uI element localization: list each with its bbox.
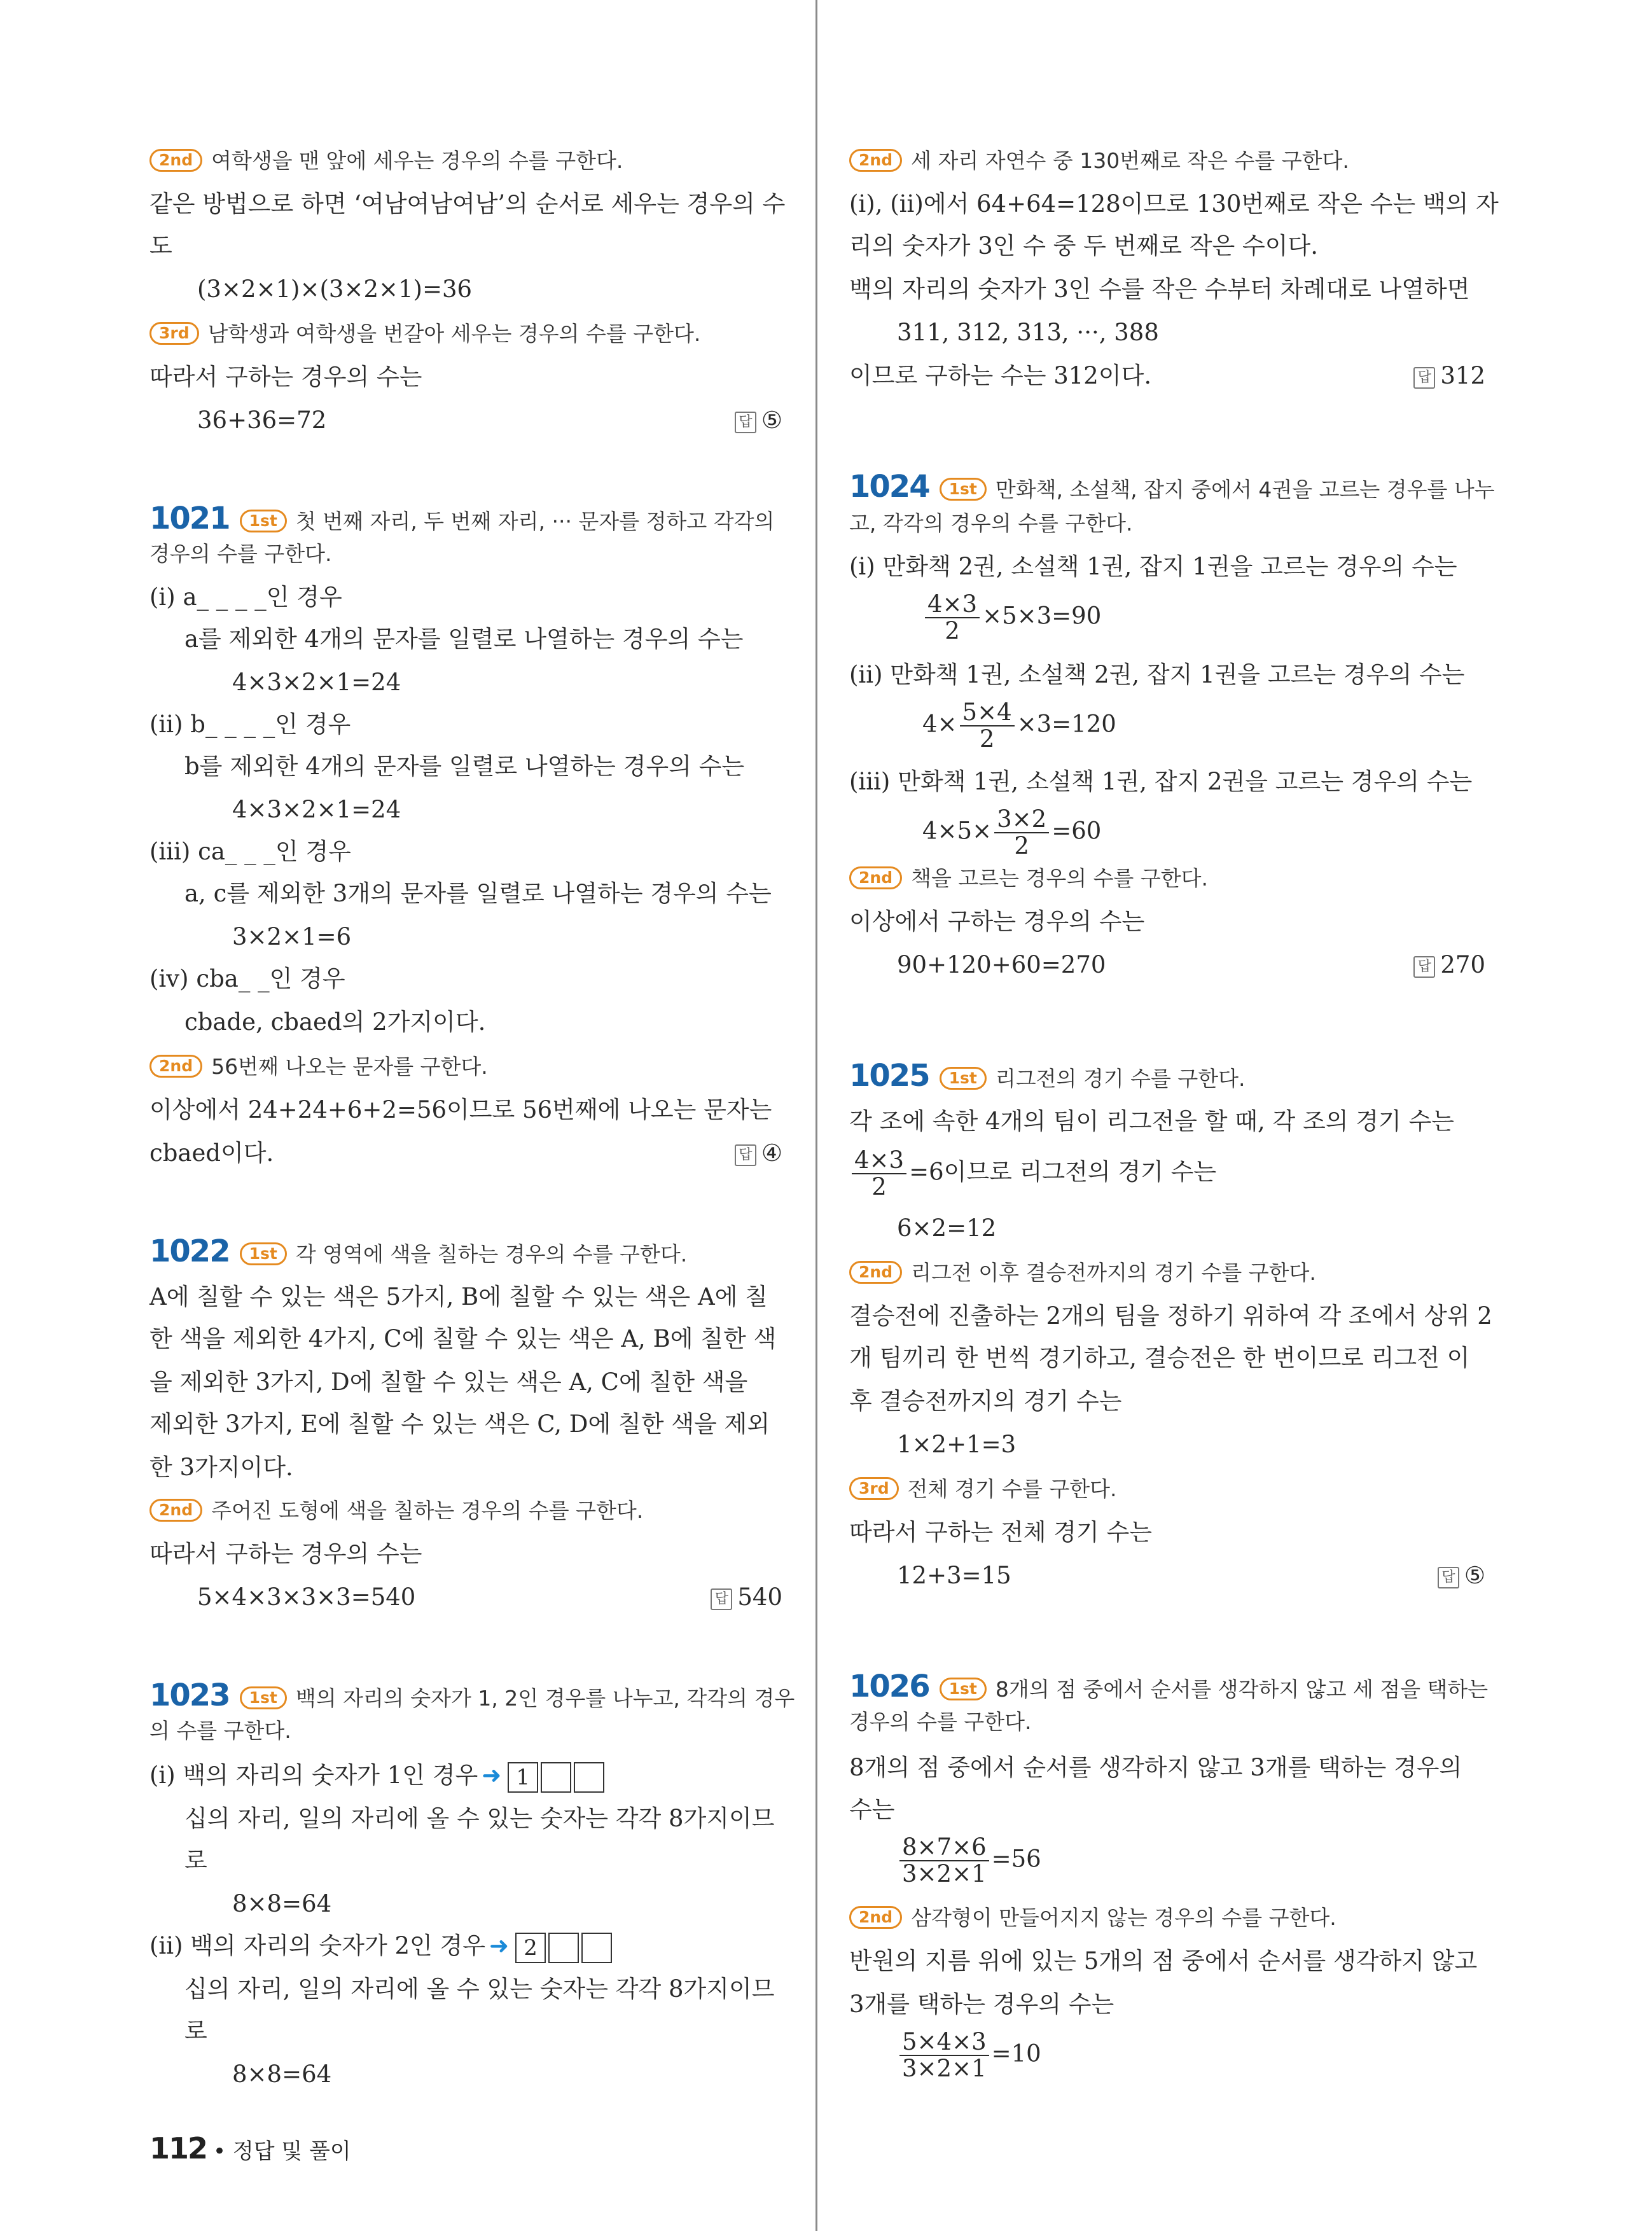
body-line: 로 (184, 2017, 207, 2045)
body-line: (ⅰ), (ⅱ)에서 64+64=128이므로 130번째로 작은 수는 백의 자 (849, 190, 1499, 218)
empty-box (548, 1933, 579, 1963)
step-badge-3rd: 3rd (149, 322, 199, 345)
body-line: A에 칠할 수 있는 색은 5가지, B에 칠할 수 있는 색은 A에 칠 (149, 1283, 768, 1310)
fraction: $\frac{5\times 4\times 3}{3\times 2\times 1}$ (899, 2029, 989, 2082)
step-badge-2nd: 2nd (149, 149, 202, 172)
math-line: 4× $\frac{5\times 4}{2}$ ×3=120 (922, 698, 1116, 753)
answer: 답 312 (1413, 360, 1485, 392)
math-line: $\frac{5\times 4\times 3}{3\times 2\times 1}$ =10 (897, 2029, 1041, 2082)
body-line: b를 제외한 4개의 문자를 일렬로 나열하는 경우의 수는 (184, 753, 745, 780)
math-line: 90+120+60=270 (897, 951, 1106, 978)
step-line: 3rd 전체 경기 수를 구한다. (849, 1473, 1117, 1505)
math-line: (3×2×1)×(3×2×1)=36 (197, 275, 473, 303)
case-line: (ⅲ) 만화책 1권, 소설책 1권, 잡지 2권을 고르는 경우의 수는 (849, 768, 1473, 795)
body-line: cbaed이다. (149, 1139, 274, 1167)
step-badge-2nd: 2nd (849, 1261, 902, 1284)
body-line: 이상에서 24+24+6+2=56이므로 56번째에 나오는 문자는 (149, 1096, 772, 1123)
step-badge-3rd: 3rd (849, 1477, 899, 1500)
math-line: 3×2×1=6 (232, 923, 352, 950)
problem-header-1025: 1025 1st 리그전의 경기 수를 구한다. (849, 1058, 1246, 1094)
math-line: 12+3=15 (897, 1562, 1011, 1589)
case-line: (ⅳ) cba_ _인 경우 (149, 965, 345, 992)
problem-header-1024: 1024 1st 만화책, 소설책, 잡지 중에서 4권을 고르는 경우를 나누 (849, 469, 1495, 504)
body-line: 을 제외한 3가지, D에 칠할 수 있는 색은 A, C에 칠한 색을 (149, 1368, 748, 1396)
step-line: 2nd 리그전 이후 결승전까지의 경기 수를 구한다. (849, 1257, 1316, 1289)
math-line: 8×8=64 (232, 2061, 332, 2088)
column-divider (816, 0, 817, 2231)
body-line: 리의 숫자가 3인 수 중 두 번째로 작은 수이다. (849, 232, 1319, 260)
problem-header-1023: 1023 1st 백의 자리의 숫자가 1, 2인 경우를 나누고, 각각의 경우 (149, 1678, 795, 1713)
problem-header-1026: 1026 1st 8개의 점 중에서 순서를 생각하지 않고 세 점을 택하는 (849, 1669, 1489, 1704)
math-line: 8×8=64 (232, 1890, 332, 1917)
empty-box (581, 1933, 612, 1963)
answer: 답 ⑤ (1438, 1560, 1485, 1592)
problem-header-cont: 경우의 수를 구한다. (849, 1709, 1032, 1734)
math-line: 36+36=72 (197, 407, 327, 434)
problem-number: 1025 (849, 1058, 929, 1094)
body-line: 반원의 지름 위에 있는 5개의 점 중에서 순서를 생각하지 않고 (849, 1947, 1478, 1975)
fraction: $\frac{3\times 2}{2}$ (994, 807, 1049, 859)
arrow-right-icon: ➜ (482, 1762, 502, 1789)
step-badge-1st: 1st (940, 1067, 987, 1090)
body-line: 수는 (849, 1796, 895, 1823)
body-line: 따라서 구하는 전체 경기 수는 (849, 1519, 1152, 1546)
answer-icon: 답 (1438, 1567, 1459, 1588)
digit-box: 2 (515, 1933, 546, 1963)
answer-icon: 답 (735, 1144, 756, 1166)
step-line: 2nd 56번째 나오는 문자를 구한다. (149, 1051, 488, 1083)
fraction: $\frac{8\times 7\times 6}{3\times 2\times 1}$ (899, 1835, 989, 1887)
math-line: 4×3×2×1=24 (232, 796, 401, 823)
body-line: 각 조에 속한 4개의 팀이 리그전을 할 때, 각 조의 경기 수는 (849, 1108, 1454, 1135)
body-line: a를 제외한 4개의 문자를 일렬로 나열하는 경우의 수는 (184, 625, 744, 653)
body-line: 따라서 구하는 경우의 수는 (149, 1540, 422, 1567)
step-badge-2nd: 2nd (149, 1499, 202, 1522)
problem-number: 1021 (149, 501, 230, 536)
math-line: 311, 312, 313, ···, 388 (897, 319, 1159, 346)
case-line: (ⅰ) 백의 자리의 숫자가 1인 경우 ➜ 1 (149, 1760, 604, 1793)
empty-box (574, 1762, 604, 1793)
answer-icon: 답 (1413, 956, 1435, 978)
step-badge-2nd: 2nd (849, 149, 902, 172)
case-line: (ⅱ) 만화책 1권, 소설책 2권, 잡지 1권을 고르는 경우의 수는 (849, 661, 1465, 688)
answer: 답 540 (711, 1581, 782, 1613)
step-line: 2nd 여학생을 맨 앞에 세우는 경우의 수를 구한다. (149, 145, 623, 177)
step-line: 2nd 세 자리 자연수 중 130번째로 작은 수를 구한다. (849, 145, 1349, 177)
step-line: 2nd 주어진 도형에 색을 칠하는 경우의 수를 구한다. (149, 1495, 643, 1527)
body-line: 도 (149, 232, 172, 260)
math-line: 1×2+1=3 (897, 1431, 1017, 1458)
math-line: 4×3×2×1=24 (232, 669, 401, 696)
math-line: $\frac{4\times 3}{2}$ =6이므로 리그전의 경기 수는 (849, 1148, 1216, 1200)
answer-icon: 답 (711, 1588, 732, 1610)
problem-header-cont: 고, 각각의 경우의 수를 구한다. (849, 511, 1133, 536)
answer: 답 ④ (735, 1137, 782, 1169)
body-line: 이므로 구하는 수는 312이다. (849, 362, 1152, 389)
math-line: 5×4×3×3×3=540 (197, 1583, 416, 1611)
case-line: (ⅰ) a_ _ _ _인 경우 (149, 583, 342, 611)
fraction: $\frac{4\times 3}{2}$ (852, 1148, 906, 1200)
problem-header-cont: 경우의 수를 구한다. (149, 541, 332, 566)
case-line: (ⅰ) 만화책 2권, 소설책 1권, 잡지 1권을 고르는 경우의 수는 (849, 553, 1457, 580)
body-line: 로 (184, 1847, 207, 1874)
step-badge-2nd: 2nd (149, 1055, 202, 1078)
body-line: 십의 자리, 일의 자리에 올 수 있는 숫자는 각각 8가지이므 (184, 1805, 775, 1832)
digit-box: 1 (508, 1762, 538, 1793)
problem-number: 1024 (849, 469, 929, 504)
body-line: 따라서 구하는 경우의 수는 (149, 363, 422, 391)
step-badge-1st: 1st (240, 1686, 287, 1709)
step-badge-1st: 1st (240, 1242, 287, 1265)
step-badge-1st: 1st (940, 478, 987, 501)
body-line: 결승전에 진출하는 2개의 팀을 정하기 위하여 각 조에서 상위 2 (849, 1302, 1492, 1330)
step-badge-1st: 1st (940, 1678, 987, 1700)
body-line: 3개를 택하는 경우의 수는 (849, 1991, 1114, 2018)
fraction: $\frac{4\times 3}{2}$ (925, 592, 980, 644)
body-line: 한 3가지이다. (149, 1454, 293, 1481)
body-line: 8개의 점 중에서 순서를 생각하지 않고 3개를 택하는 경우의 (849, 1754, 1462, 1781)
step-line: 2nd 책을 고르는 경우의 수를 구한다. (849, 863, 1208, 894)
answer-icon: 답 (1413, 367, 1435, 389)
empty-box (541, 1762, 571, 1793)
step-badge-2nd: 2nd (849, 866, 902, 889)
fraction: $\frac{5\times 4}{2}$ (960, 700, 1015, 752)
step-badge-1st: 1st (240, 510, 287, 532)
footer-label: • 정답 및 풀이 (213, 2139, 351, 2164)
body-line: 개 팀끼리 한 번씩 경기하고, 결승전은 한 번이므로 리그전 이 (849, 1344, 1470, 1372)
problem-number: 1026 (849, 1669, 929, 1704)
body-line: 같은 방법으로 하면 ‘여남여남여남’의 순서로 세우는 경우의 수 (149, 190, 786, 218)
body-line: cbade, cbaed의 2가지이다. (184, 1008, 486, 1036)
case-line: (ⅱ) 백의 자리의 숫자가 2인 경우 ➜ 2 (149, 1930, 612, 1963)
problem-header-1021: 1021 1st 첫 번째 자리, 두 번째 자리, ··· 문자를 정하고 각각의 (149, 501, 775, 536)
case-line: (ⅱ) b_ _ _ _인 경우 (149, 711, 351, 738)
answer: 답 ⑤ (735, 405, 782, 436)
body-line: 십의 자리, 일의 자리에 올 수 있는 숫자는 각각 8가지이므 (184, 1975, 775, 2003)
math-line: 6×2=12 (897, 1214, 997, 1242)
problem-header-1022: 1022 1st 각 영역에 색을 칠하는 경우의 수를 구한다. (149, 1234, 688, 1269)
body-line: 제외한 3가지, E에 칠할 수 있는 색은 C, D에 칠한 색을 제외 (149, 1410, 770, 1438)
math-line: 4×5× $\frac{3\times 2}{2}$ =60 (922, 805, 1102, 859)
page-footer (149, 2131, 351, 2165)
answer: 답 270 (1413, 949, 1485, 981)
step-line: 3rd 남학생과 여학생을 번갈아 세우는 경우의 수를 구한다. (149, 318, 700, 350)
arrow-right-icon: ➜ (489, 1932, 510, 1959)
problem-number: 1022 (149, 1234, 230, 1269)
problem-header-cont: 의 수를 구한다. (149, 1718, 291, 1743)
math-line: $\frac{4\times 3}{2}$ ×5×3=90 (922, 592, 1101, 644)
body-line: 백의 자리의 숫자가 3인 수를 작은 수부터 차례대로 나열하면 (849, 275, 1470, 303)
body-line: 후 결승전까지의 경기 수는 (849, 1387, 1122, 1415)
body-line: 이상에서 구하는 경우의 수는 (849, 908, 1145, 935)
body-line: a, c를 제외한 3개의 문자를 일렬로 나열하는 경우의 수는 (184, 880, 772, 907)
body-line: 한 색을 제외한 4가지, C에 칠할 수 있는 색은 A, B에 칠한 색 (149, 1325, 777, 1352)
answer-icon: 답 (735, 412, 756, 433)
case-line: (ⅲ) ca_ _ _인 경우 (149, 838, 351, 865)
math-line: $\frac{8\times 7\times 6}{3\times 2\times 1}$ =56 (897, 1835, 1041, 1887)
page-number: 112 (149, 2131, 207, 2165)
problem-number: 1023 (149, 1678, 230, 1713)
step-badge-2nd: 2nd (849, 1906, 902, 1929)
step-line: 2nd 삼각형이 만들어지지 않는 경우의 수를 구한다. (849, 1902, 1336, 1934)
